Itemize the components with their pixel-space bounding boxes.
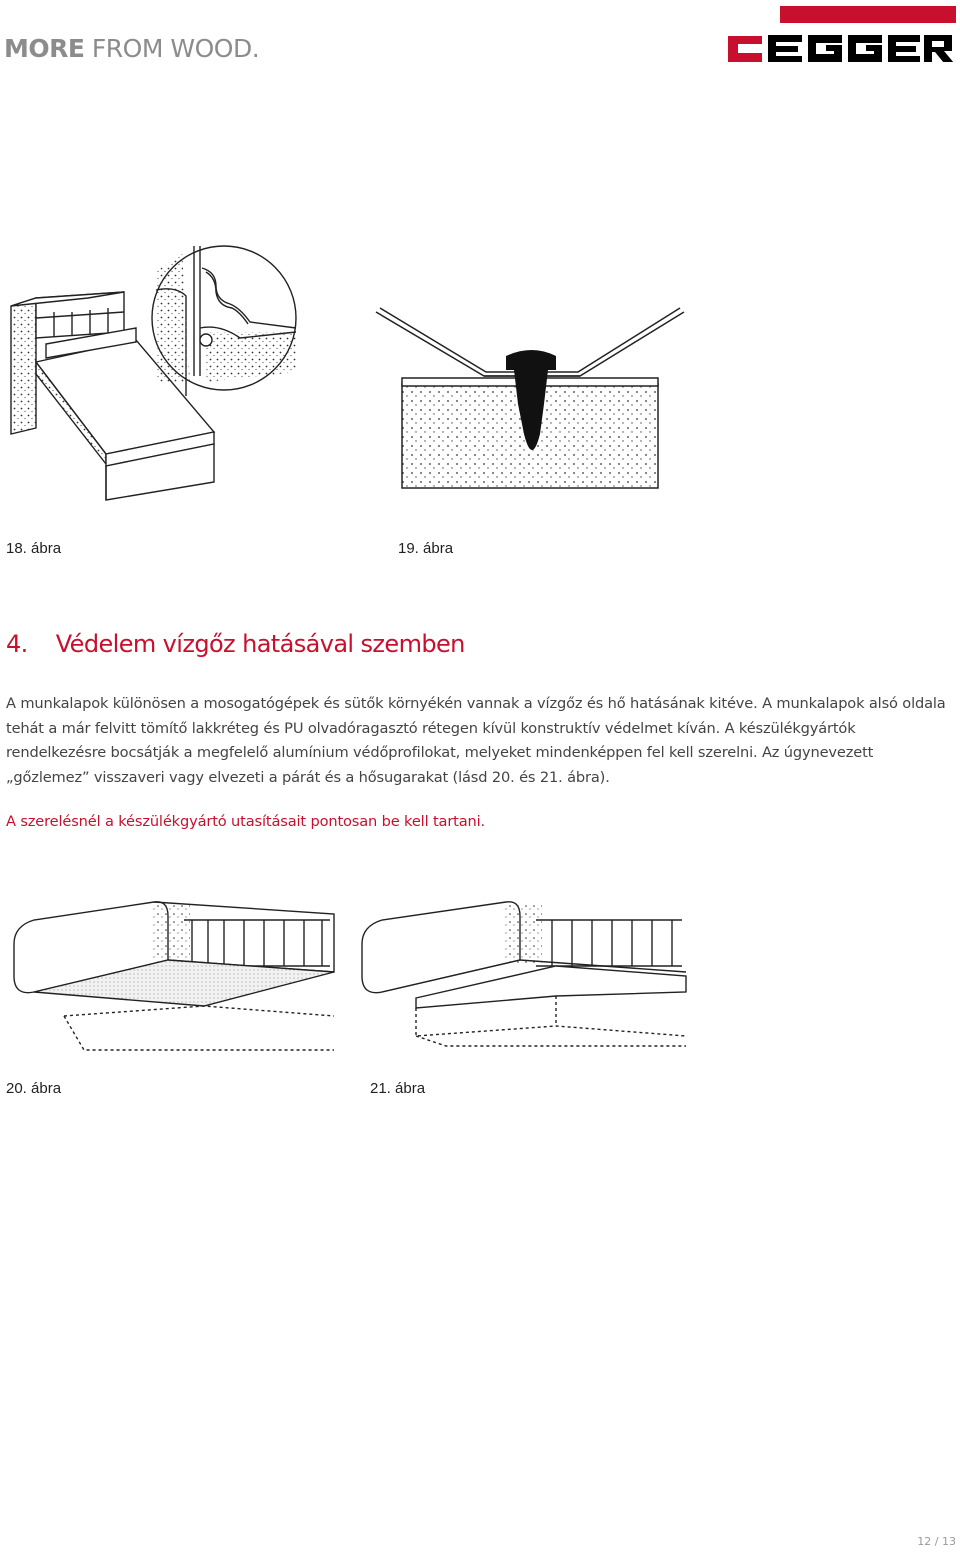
egger-logo [728, 6, 956, 62]
worktop-steam-profile-illustration [356, 896, 696, 1056]
screw-fixing-profile-illustration [374, 300, 690, 492]
page-number: 12 / 13 [917, 1535, 956, 1548]
caption-fig19: 19. ábra [398, 540, 454, 557]
caption-fig18: 18. ábra [6, 540, 62, 557]
section-number: 4. [6, 630, 28, 658]
section-title: Védelem vízgőz hatásával szemben [55, 630, 465, 658]
tagline-bold: MORE [4, 34, 85, 63]
worktop-underside-illustration [4, 896, 344, 1056]
brand-tagline [4, 34, 259, 63]
section-heading [6, 630, 465, 658]
tagline-rest: FROM WOOD. [91, 34, 260, 63]
installation-note: A szerelésnél a készülékgyártó utasításait pontosan be kell tartani. [6, 813, 486, 830]
caption-fig21: 21. ábra [370, 1080, 426, 1097]
body-paragraph: A munkalapok különösen a mosogatógépek és sütők környékén vannak a vízgőz és hő hatásának kitéve. A munkalapok alsó oldala tehát a már felvitt tömítő lakkréteg és PU olvadóragasztó rétegen kívül konstruktív védelmet kíván. A készülékgyártók rendelkezésre bocsátják a megfelelő alumínium védőprofilokat, melyeket mindenképpen fel kell szerelni. Az úgynevezett „gőzlemez” visszaveri vagy elvezeti a párát és a hősugarakat (lásd 20. és 21. ábra). [6, 695, 946, 786]
worktop-seal-detail-illustration [6, 232, 301, 502]
caption-fig20: 20. ábra [6, 1080, 62, 1097]
